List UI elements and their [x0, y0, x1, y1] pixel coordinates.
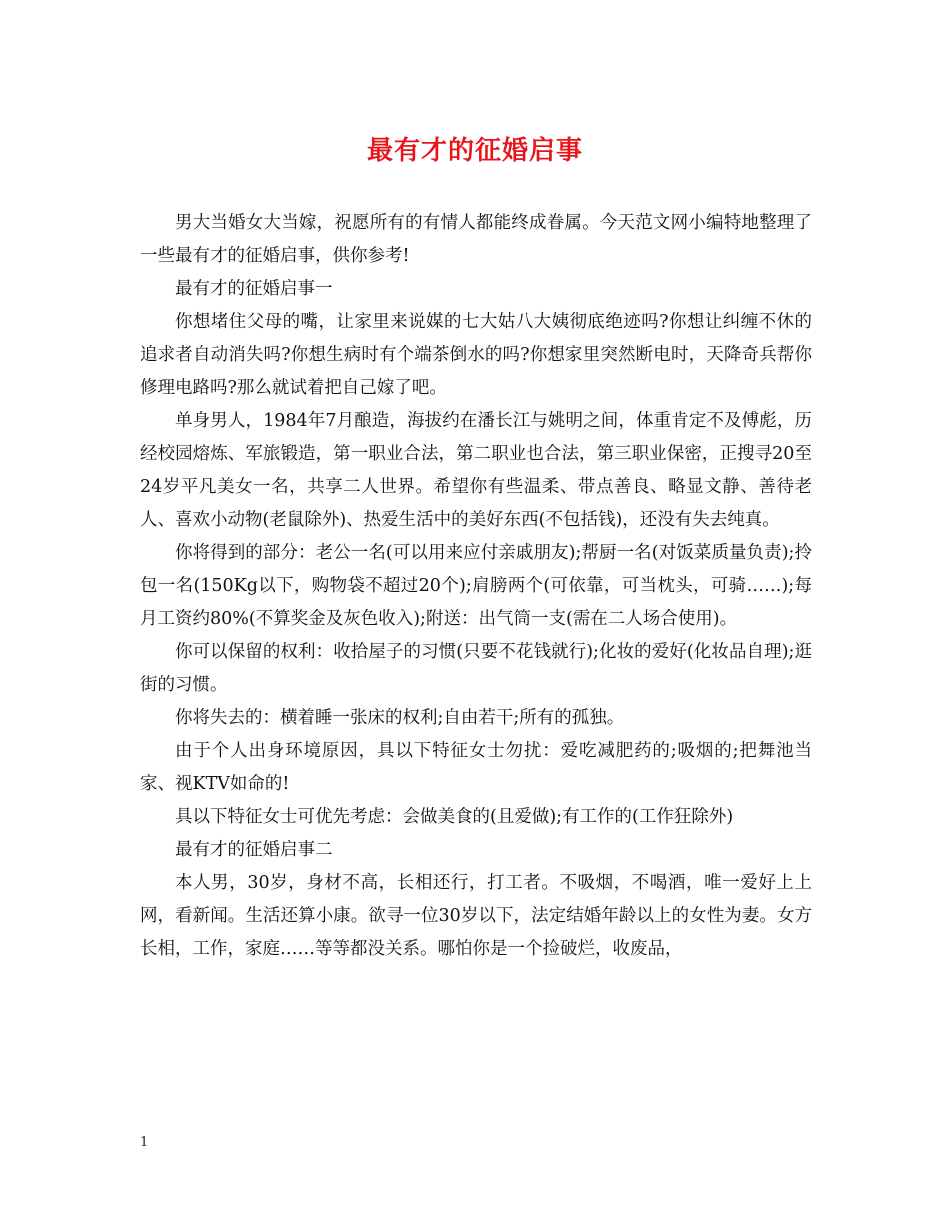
- paragraph: 具以下特征女士可优先考虑：会做美食的(且爱做);有工作的(工作狂除外): [175, 807, 734, 827]
- paragraph: 单身男人，1984年7月酿造，海拔约在潘长江与姚明之间，体重肯定不及傅彪，历经校园熔炼、军旅锻造，第一职业合法，第二职业也合法，第三职业保密，正搜寻20至24岁平凡美女一名，共享二人世界。希望你有些温柔、带点善良、略显文静、善待老人、喜欢小动物(老鼠除外)、热爱生活中的美好东西(不包括钱)，还没有失去纯真。: [140, 411, 812, 530]
- section-heading-1: 最有才的征婚启事一: [175, 279, 333, 299]
- page-title: 最有才的征婚启事: [366, 136, 583, 166]
- paragraph: 你将得到的部分：老公一名(可以用来应付亲戚朋友);帮厨一名(对饭菜质量负责);拎包一名(150Kg以下，购物袋不超过20个);肩膀两个(可依靠，可当枕头，可骑……);每月工资约80%(不算奖金及灰色收入);附送：出气筒一支(需在二人场合使用)。: [140, 543, 812, 629]
- article-body: [140, 207, 812, 966]
- paragraph: 你将失去的：横着睡一张床的权利;自由若干;所有的孤独。: [175, 708, 625, 728]
- paragraph: 本人男，30岁，身材不高，长相还行，打工者。不吸烟，不喝酒，唯一爱好上上网，看新闻。生活还算小康。欲寻一位30岁以下，法定结婚年龄以上的女性为妻。女方长相，工作，家庭……等等都没关系。哪怕你是一个捡破烂，收废品，: [140, 873, 812, 959]
- paragraph: 你想堵住父母的嘴，让家里来说媒的七大姑八大姨彻底绝迹吗?你想让纠缠不休的追求者自动消失吗?你想生病时有个端茶倒水的吗?你想家里突然断电时，天降奇兵帮你修理电路吗?那么就试着把自己嫁了吧。: [140, 312, 812, 398]
- page-number: 1: [140, 1135, 149, 1150]
- section-heading-2: 最有才的征婚启事二: [175, 840, 333, 860]
- paragraph: 你可以保留的权利：收拾屋子的习惯(只要不花钱就行);化妆的爱好(化妆品自理);逛街的习惯。: [140, 642, 812, 695]
- paragraph: 由于个人出身环境原因，具以下特征女士勿扰：爱吃减肥药的;吸烟的;把舞池当家、视KTV如命的!: [140, 741, 812, 794]
- paragraph-intro: 男大当婚女大当嫁，祝愿所有的有情人都能终成眷属。今天范文网小编特地整理了一些最有才的征婚启事，供你参考!: [140, 213, 812, 266]
